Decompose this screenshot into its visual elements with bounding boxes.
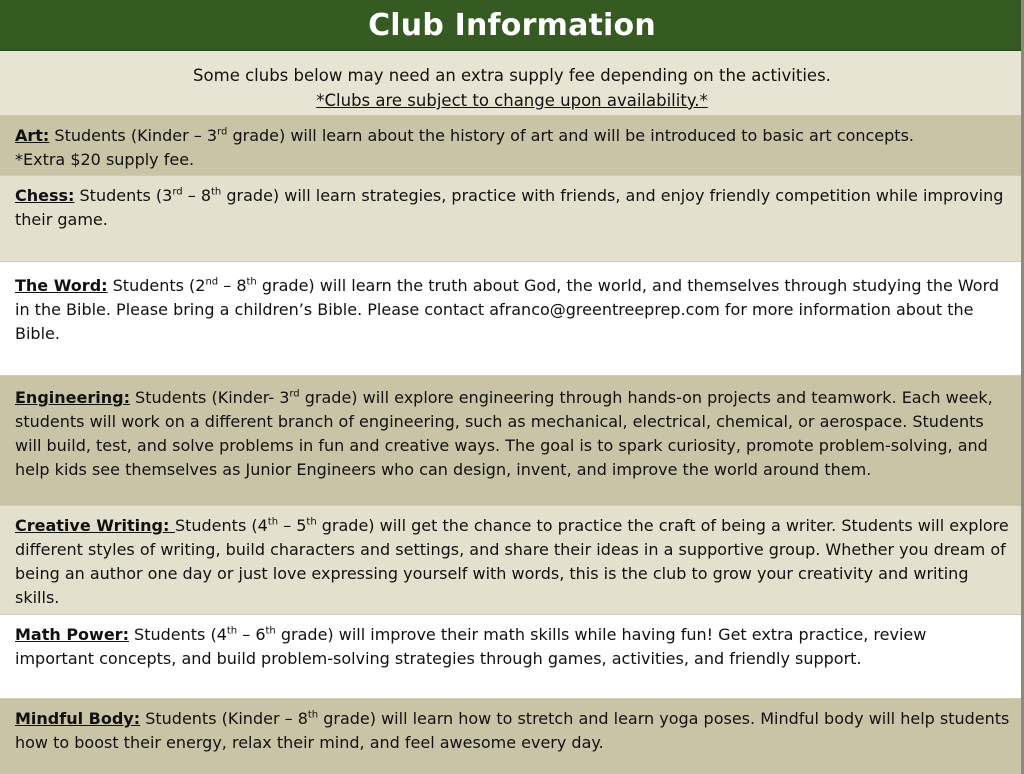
club-desc-part: Students (3: [74, 186, 173, 205]
club-row-creative-writing: [0, 505, 1024, 614]
club-name: Engineering:: [15, 388, 130, 407]
club-desc-part: – 6: [237, 625, 266, 644]
club-name: The Word:: [15, 276, 108, 295]
supply-fee-note: Some clubs below may need an extra supply fee depending on the activities.: [193, 66, 831, 85]
availability-note: *Clubs are subject to change upon availability.*: [316, 91, 708, 110]
ordinal-suffix: th: [246, 276, 257, 288]
club-desc-part: grade) will learn the truth about God, the world, and themselves through studying the Word in the Bible. Please bring a children’s Bible. Please contact afranco@greentreeprep.com for more information about the Bible.: [15, 276, 1000, 343]
ordinal-suffix: rd: [172, 186, 183, 198]
club-row-mindful-body: [0, 698, 1024, 774]
notes-block: [0, 51, 1024, 115]
ordinal-suffix: th: [226, 625, 238, 637]
title-bar: [0, 0, 1024, 51]
ordinal-suffix: rd: [289, 388, 300, 400]
club-desc-part: grade) will learn about the history of art and will be introduced to basic art concepts.: [227, 126, 914, 145]
club-name: Art:: [15, 126, 50, 145]
club-desc-part: Students (Kinder – 3: [49, 126, 218, 145]
club-desc-part: Students (2: [107, 276, 206, 295]
club-row-art: [0, 115, 1024, 175]
club-desc-part: Students (4: [174, 516, 268, 535]
club-row-chess: [0, 175, 1024, 261]
club-row-math-power: [0, 614, 1024, 698]
club-desc-part: grade) will improve their math skills while having fun! Get extra practice, review important concepts, and build problem-solving strategies through games, activities, and friendly support.: [15, 625, 927, 668]
club-name: Chess:: [15, 186, 75, 205]
ordinal-suffix: th: [267, 516, 279, 528]
club-desc-part: – 8: [182, 186, 212, 205]
club-desc-part: grade) will learn how to stretch and learn yoga poses. Mindful body will help students how to boost their energy, relax their mind, and feel awesome every day.: [15, 709, 1010, 752]
club-row-the-word: [0, 261, 1024, 375]
club-desc-part: grade) will get the chance to practice the craft of being a writer. Students will explore different styles of writing, build characters and settings, and share their ideas in a supportive group. Whether you dream of being an author one day or just love expressing yourself with words, this is the club to grow your creativity and writing skills.: [15, 516, 1009, 607]
club-row-engineering: [0, 375, 1024, 505]
page-title: Club Information: [368, 7, 656, 43]
club-desc-part: Students (Kinder – 8: [140, 709, 308, 728]
ordinal-suffix: th: [211, 186, 222, 198]
club-desc-part: – 8: [218, 276, 247, 295]
club-name: Mindful Body:: [15, 709, 141, 728]
club-desc-part: Students (4: [128, 625, 227, 644]
club-desc-part: grade) will learn strategies, practice with friends, and enjoy friendly competition while improving their game.: [15, 186, 1004, 229]
supply-fee: *Extra $20 supply fee.: [15, 150, 195, 169]
club-desc-part: grade) will explore engineering through hands-on projects and teamwork. Each week, students will work on a different branch of engineering, such as mechanical, electrical, chemical, or aerospace. Students will build, test, and solve problems in fun and creative ways. The goal is to spark curiosity, promote problem-solving, and help kids see themselves as Junior Engineers who can design, invent, and improve the world around them.: [15, 388, 993, 479]
ordinal-suffix: nd: [205, 276, 219, 288]
ordinal-suffix: th: [306, 516, 317, 528]
ordinal-suffix: rd: [217, 126, 228, 138]
club-desc-part: Students (Kinder- 3: [129, 388, 290, 407]
club-desc-part: – 5: [278, 516, 307, 535]
club-name: Creative Writing:: [15, 516, 175, 535]
ordinal-suffix: th: [265, 625, 276, 637]
ordinal-suffix: th: [307, 709, 319, 721]
club-name: Math Power:: [15, 625, 129, 644]
